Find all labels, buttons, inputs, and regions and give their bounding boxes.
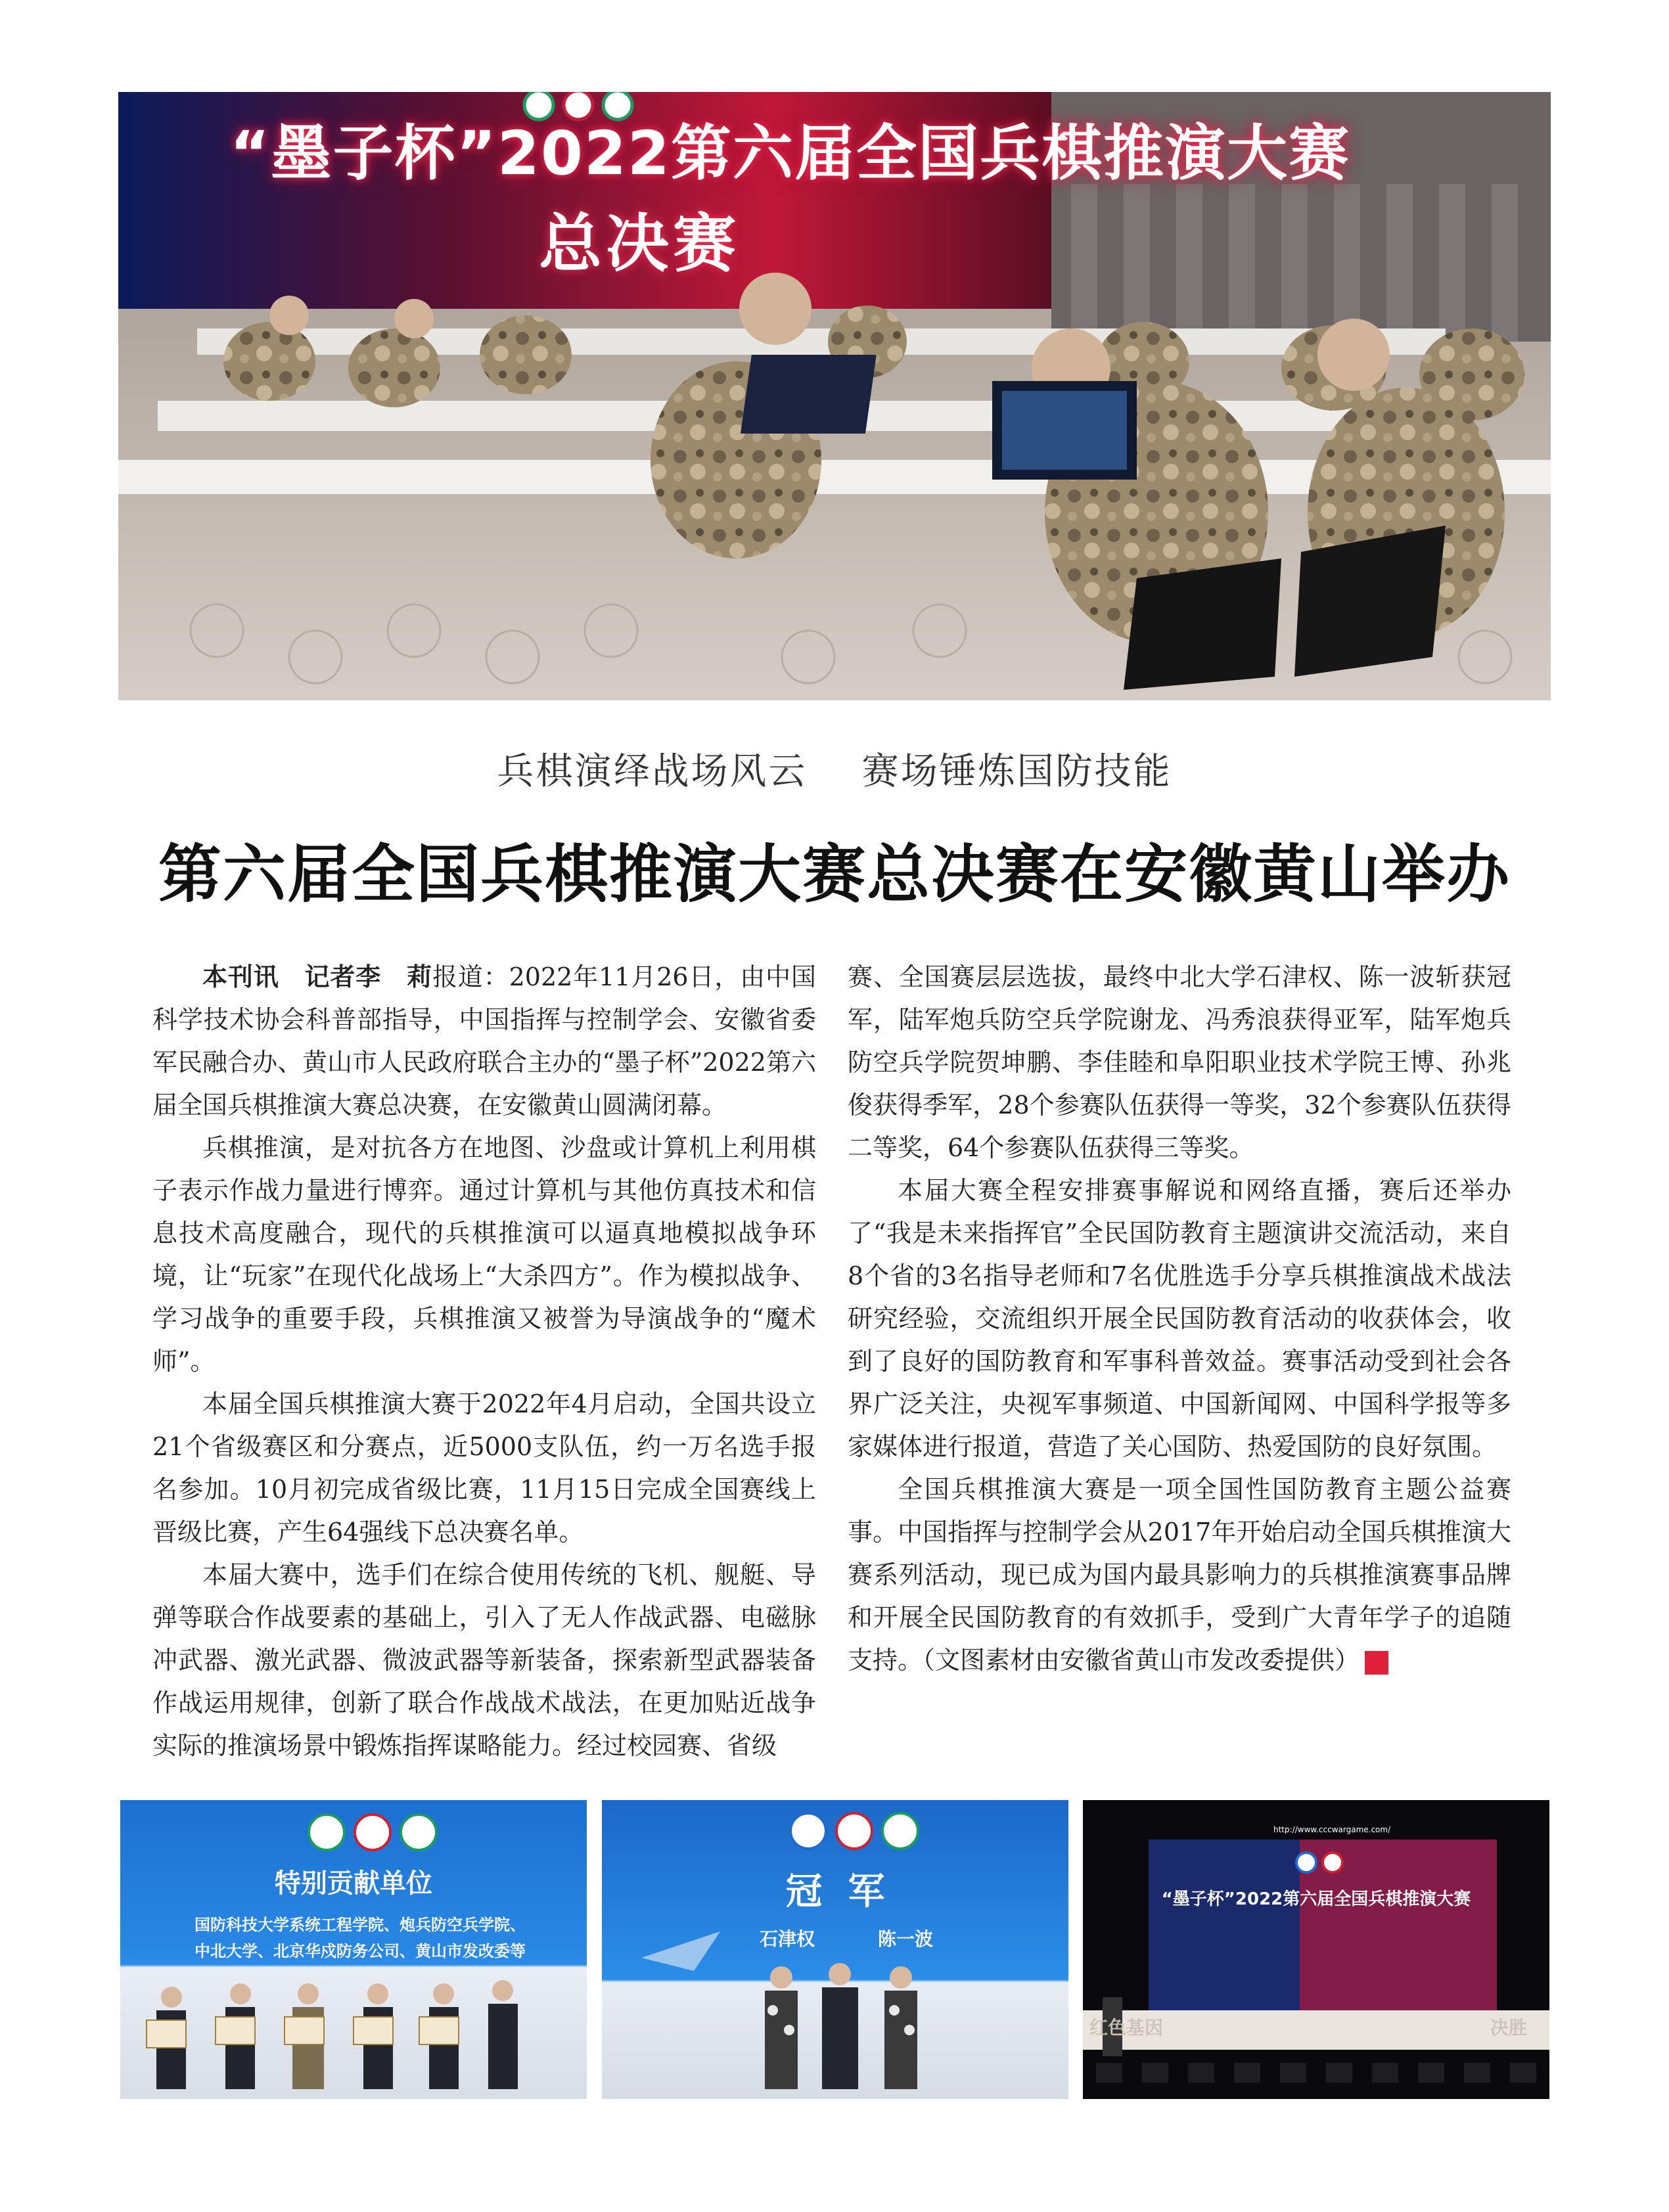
photo1-line1: 国防科技大学系统工程学院、炮兵防空兵学院、 <box>194 1916 526 1934</box>
paragraph-5: 本届大赛全程安排赛事解说和网络直播，赛后还举办了“我是未来指挥官”全民国防教育主题演讲交流活动，来自8个省的3名指导老师和7名优胜选手分享兵棋推演战术战法研究经验，交流组织开展全民国防教育活动的收获体会，收到了良好的国防教育和军事科普效益。赛事活动受到社会各界广泛关注，央视军事频道、中国新闻网、中国科学报等多家媒体进行报道，营造了关心国防、热爱国防的良好氛围。 <box>848 1176 1511 1461</box>
photo3-title: “墨子杯”2022第六届全国兵棋推演大赛 <box>1161 1889 1471 1909</box>
photo-stage-ceremony <box>1083 1800 1549 2099</box>
paragraph-6-text: 全国兵棋推演大赛是一项全国性国防教育主题公益赛事。中国指挥与控制学会从2017年开始启动全国兵棋推演大赛系列活动，现已成为国内最具影响力的兵棋推演赛事品牌和开展全民国防教育的有效抓手，受到广大青年学子的追随支持。 <box>848 1475 1511 1675</box>
byline: 本刊讯 记者李 莉 <box>202 962 432 991</box>
photo3-url: http://www.cccwargame.com/ <box>1273 1825 1391 1834</box>
photo3-stage <box>1083 1800 1549 2099</box>
screen-title: “墨子杯”2022第六届全国兵棋推演大赛 <box>230 118 1350 189</box>
paragraph-6 <box>848 1468 1511 1682</box>
article-subtitle: 兵棋演绎战场风云 赛场锤炼国防技能 <box>497 750 1172 793</box>
article-column-left <box>152 956 816 1767</box>
photo1-line2: 中北大学、北京华戍防务公司、黄山市发改委等 <box>194 1942 526 1960</box>
photo-special-contribution <box>120 1800 587 2099</box>
screen-subtitle: 总决赛 <box>539 206 740 281</box>
champion-name-1: 石津权 <box>760 1928 815 1950</box>
photo1-title: 特别贡献单位 <box>275 1868 432 1899</box>
photo-champions <box>602 1800 1068 2099</box>
article-headline: 第六届全国兵棋推演大赛总决赛在安徽黄山举办 <box>158 838 1511 911</box>
photo1-people <box>120 1800 587 2099</box>
paragraph-3: 本届全国兵棋推演大赛于2022年4月启动，全国共设立21个省级赛区和分赛点，近5000支队伍，约一万名选手报名参加。10月初完成省级比赛，11月15日完成全国赛线上晋级比赛，产生64强线下总决赛名单。 <box>152 1389 816 1546</box>
paragraph-4-continued: 赛、全国赛层层选拔，最终中北大学石津权、陈一波斩获冠军，陆军炮兵防空兵学院谢龙、冯秀浪获得亚军，陆军炮兵防空兵学院贺坤鹏、李佳睦和阜阳职业技术学院王博、孙兆俊获得季军，28个参赛队伍获得一等奖，32个参赛队伍获得二等奖，64个参赛队伍获得三等奖。 <box>848 962 1511 1162</box>
paragraph-4: 本届大赛中，选手们在综合使用传统的飞机、舰艇、导弹等联合作战要素的基础上，引入了无人作战武器、电磁脉冲武器、激光武器、微波武器等新装备，探索新型武器装备作战运用规律，创新了联合作战战术战法，在更加贴近战争实际的推演场景中锻炼指挥谋略能力。经过校园赛、省级 <box>152 1560 816 1760</box>
paragraph-1-text: 报道：2022年11月26日，由中国科学技术协会科普部指导，中国指挥与控制学会、安徽省委军民融合办、黄山市人民政府联合主办的“墨子杯”2022第六届全国兵棋推演大赛总决赛，在安徽黄山圆满闭幕。 <box>152 962 816 1119</box>
paragraph-1 <box>152 956 816 1127</box>
article-column-right <box>848 956 1511 1682</box>
photo3-banner-right: 决胜 <box>1490 2017 1528 2039</box>
end-mark-icon: G <box>1365 1651 1388 1675</box>
photo-credit: （文图素材由安徽省黄山市发改委提供） <box>923 1646 1360 1675</box>
champion-name-2: 陈一波 <box>878 1928 934 1950</box>
paragraph-2: 兵棋推演，是对抗各方在地图、沙盘或计算机上利用棋子表示作战力量进行博弈。通过计算机与其他仿真技术和信息技术高度融合，现代的兵棋推演可以逼真地模拟战争环境，让“玩家”在现代化战场上“大杀四方”。作为模拟战争、学习战争的重要手段，兵棋推演又被誉为导演战争的“魔术师”。 <box>152 1133 816 1376</box>
photo3-banner-left: 红色基因 <box>1089 2017 1164 2039</box>
photo2-people <box>602 1800 1068 2099</box>
photo2-title: 冠 军 <box>785 1870 885 1913</box>
hero-photo <box>118 92 1551 700</box>
